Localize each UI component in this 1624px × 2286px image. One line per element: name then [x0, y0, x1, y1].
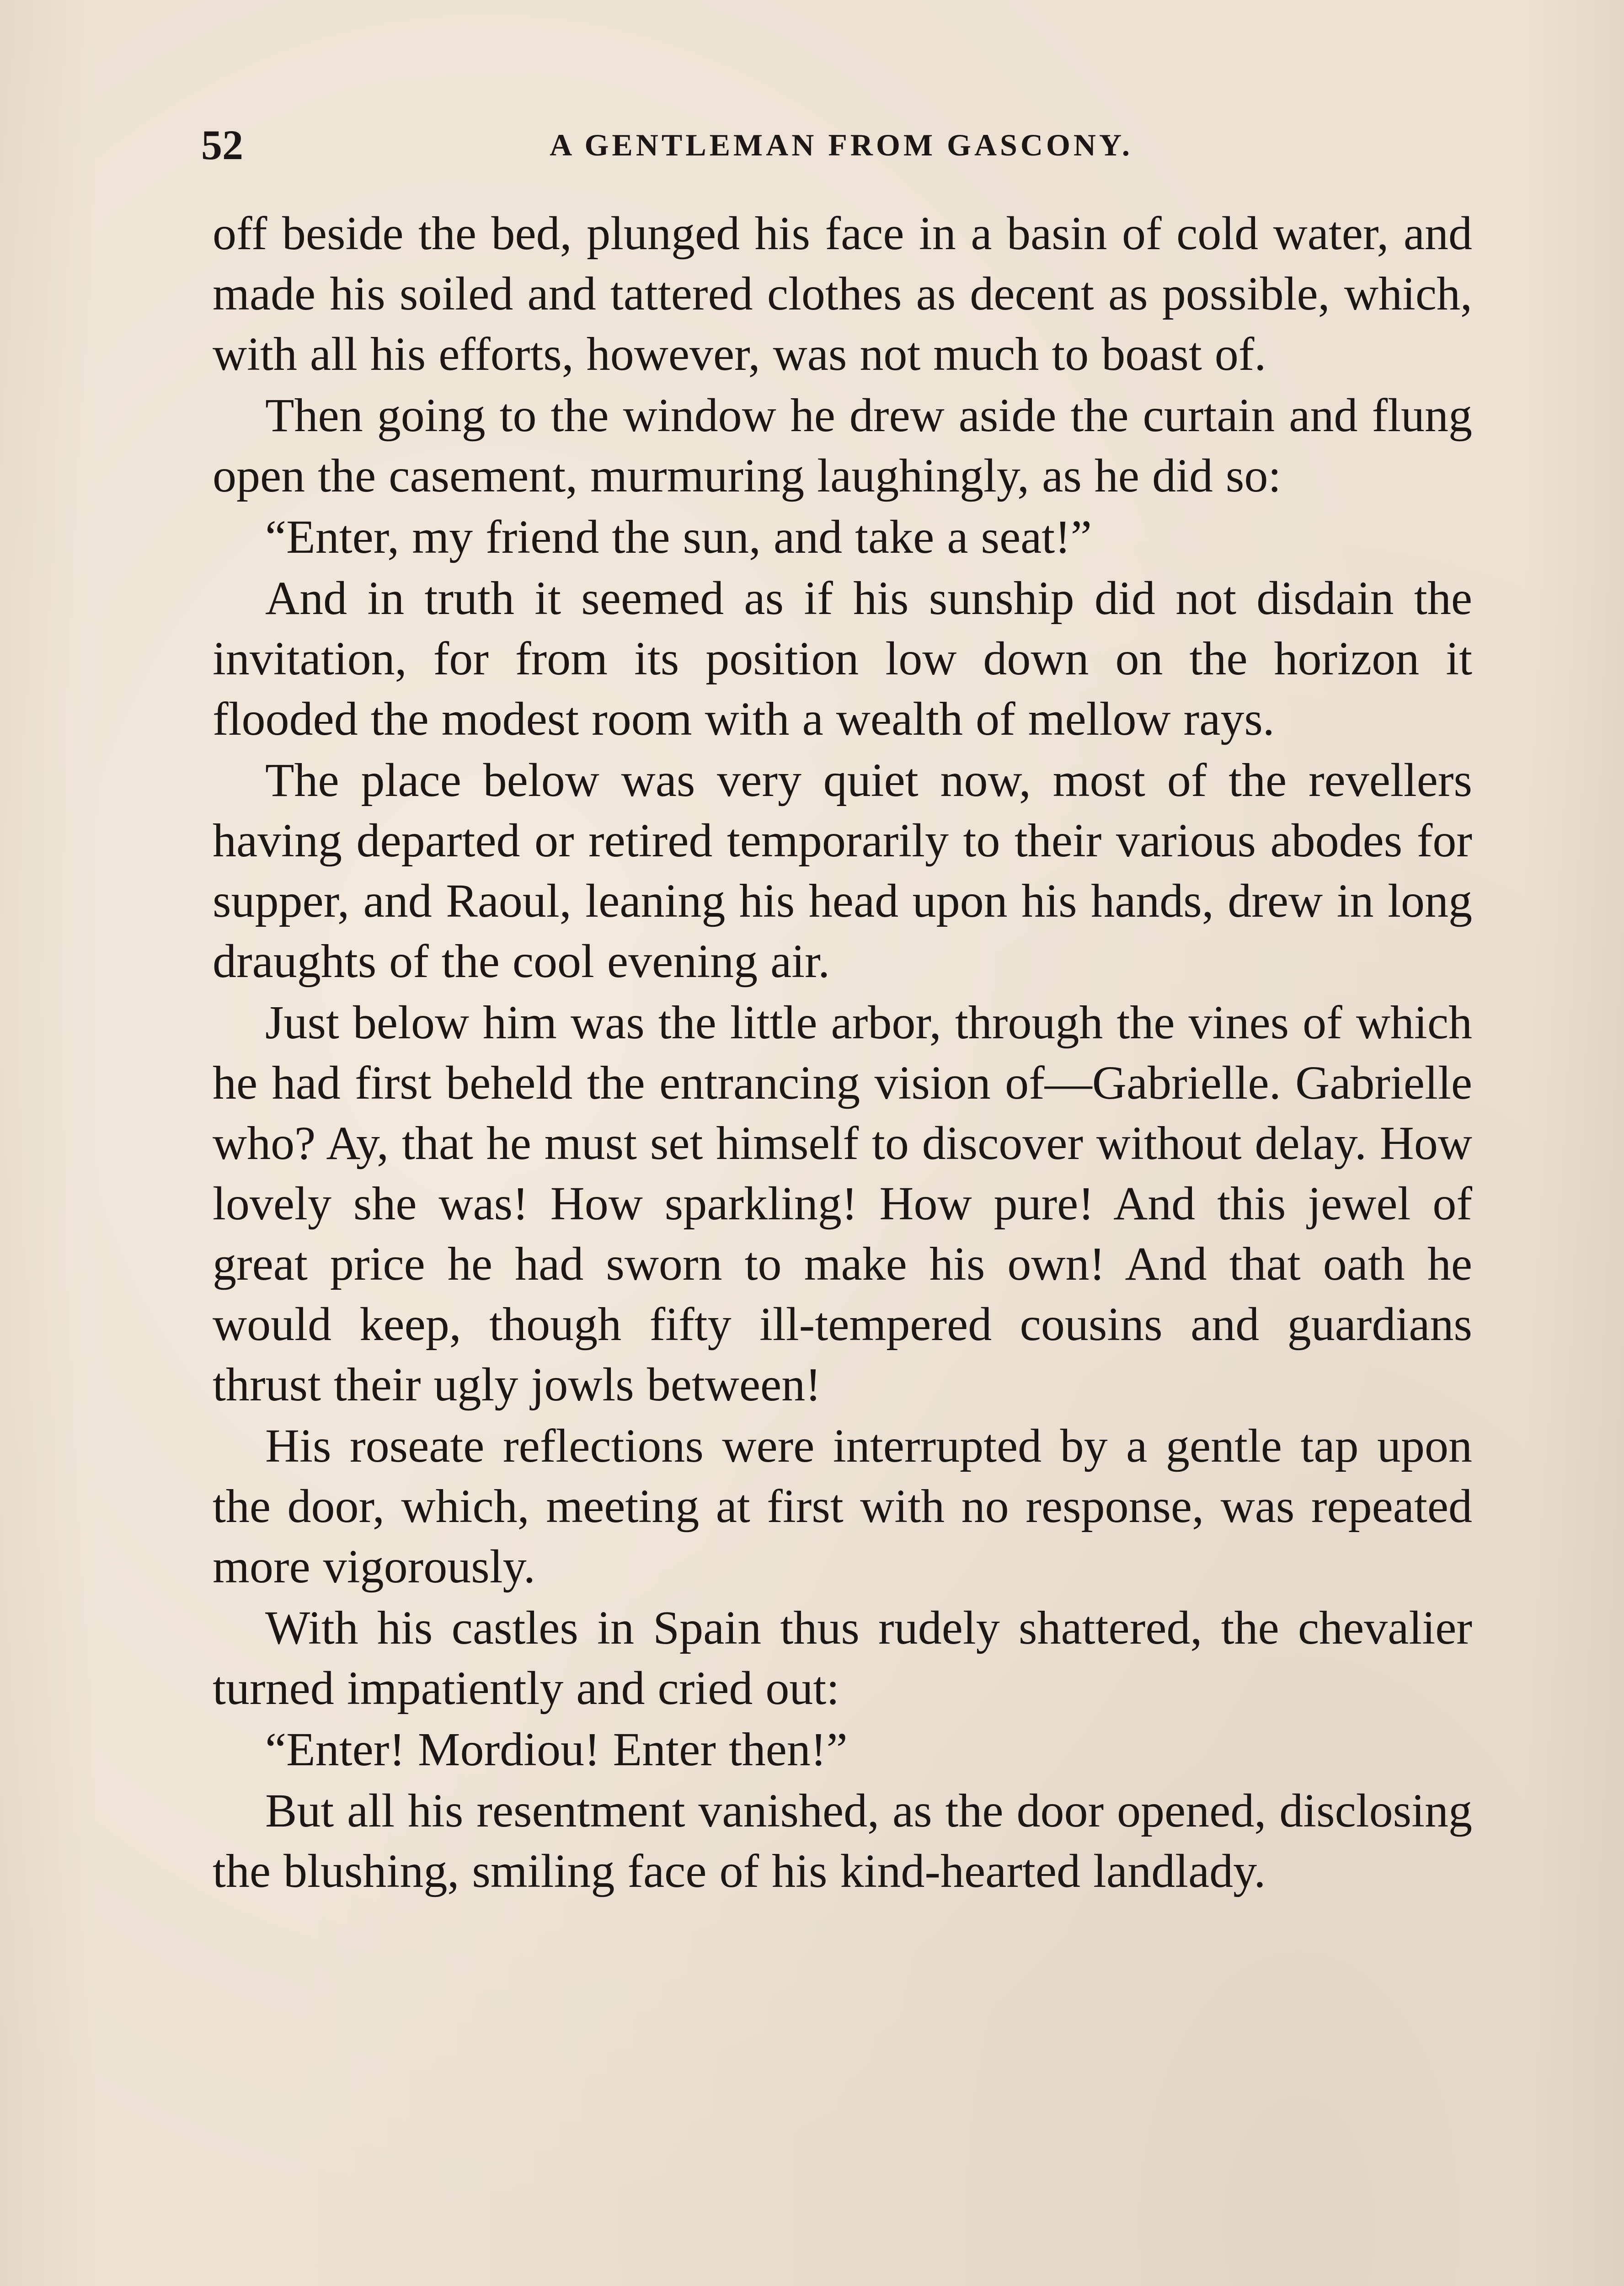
body-text — [213, 203, 1472, 1902]
paragraph: The place below was very quiet now, most of the revellers having departed or retired temporarily to their various abodes for supper, and Raoul, leaning his head upon his hands, drew in long draughts of the cool evening air. — [213, 754, 1472, 988]
paragraph: Just below him was the little arbor, through the vines of which he had first beheld the entrancing vision of—Gabrielle. Gabrielle who? Ay, that he must set himself to discover without delay. How lovely she was! How sparkling! How pure! And this jewel of great price he had sworn to make his own! And that oath he would keep, though fifty ill-tempered cousins and guardians thrust their ugly jowls between! — [213, 996, 1472, 1411]
paragraph: “Enter, my friend the sun, and take a seat!” — [265, 511, 1092, 563]
paragraph: off beside the bed, plunged his face in a basin of cold water, and made his soiled and tattered clothes as decent as possible, which, with all his efforts, however, was not much to boast of. — [213, 207, 1472, 380]
paragraph: Then going to the window he drew aside the curtain and flung open the casement, murmuring laughingly, as he did so: — [213, 389, 1472, 502]
paragraph: And in truth it seemed as if his sunship did not disdain the invitation, for from its position low down on the horizon it flooded the modest room with a wealth of mellow rays. — [213, 572, 1472, 745]
page-number: 52 — [201, 122, 243, 168]
running-header — [201, 120, 1481, 170]
paragraph: But all his resentment vanished, as the door opened, disclosing the blushing, smiling face of his kind-hearted landlady. — [213, 1784, 1472, 1897]
paragraph: With his castles in Spain thus rudely shattered, the chevalier turned impatiently and cried out: — [213, 1602, 1472, 1714]
paragraph: His roseate reflections were interrupted by a gentle tap upon the door, which, meeting at first with no response, was repeated more vigorously. — [213, 1420, 1472, 1593]
running-title: A GENTLEMAN FROM GASCONY. — [550, 128, 1133, 162]
paragraph: “Enter! Mordiou! Enter then!” — [265, 1723, 848, 1776]
